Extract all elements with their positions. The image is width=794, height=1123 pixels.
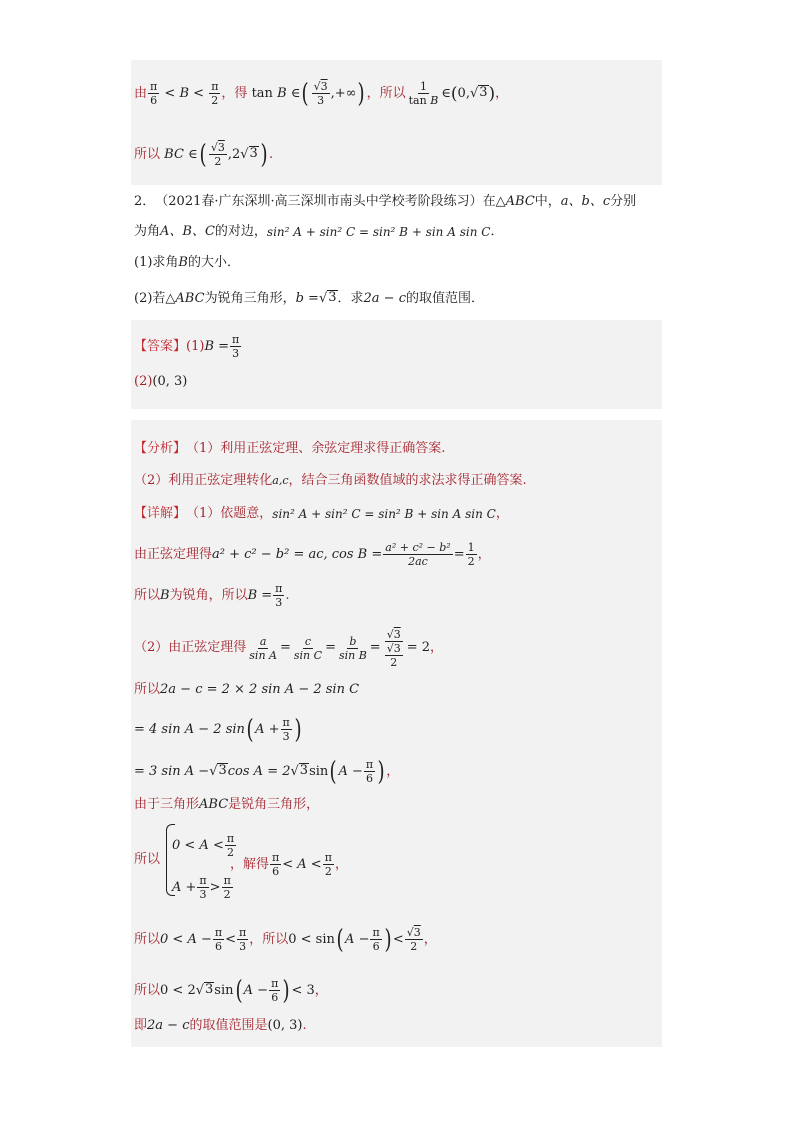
num: π	[365, 758, 374, 771]
rparen: )	[282, 975, 290, 1006]
period: .	[268, 146, 274, 162]
den: 2	[226, 846, 234, 859]
interval: (0, 3)	[152, 374, 188, 389]
d1-eq: sin² A + sin² C = sin² B + sin A sin C	[272, 507, 496, 521]
A-plus: A +	[255, 721, 280, 737]
vars-ABC: A、B、C	[160, 224, 215, 239]
answer-line-2	[134, 373, 187, 391]
den: 6	[365, 772, 373, 785]
rad: √	[469, 85, 479, 101]
var-B: B	[179, 85, 189, 101]
d8-text: 由于三角形	[134, 797, 200, 812]
var-B2: B	[277, 85, 287, 101]
sin: sin	[214, 982, 234, 998]
var-B: B	[178, 255, 188, 270]
num: π	[150, 80, 158, 93]
text-weijiao: 为角	[134, 224, 161, 239]
ineq-sin: 0 < sin	[288, 931, 335, 947]
frac-pi-6	[269, 977, 280, 1004]
den: 2	[214, 155, 222, 168]
gt: >	[209, 879, 221, 895]
A-minus: A −	[345, 931, 370, 947]
question-1	[134, 254, 240, 272]
den: 6	[272, 865, 280, 878]
den: 3	[199, 888, 207, 901]
text-suoyi: 所以	[134, 982, 161, 998]
frac-a-sinA	[247, 635, 279, 662]
detail-line-4: （2）由正弦定理得 $\frac{a}{\text{sin A}}$ = $\frac{c}{\text{sin C}}$ = $\frac{b}{\text{sin B}}$ = $\frac{√3}{\frac{√3}{2}}$ = 2 ，	[134, 627, 444, 669]
den: 2	[467, 555, 475, 568]
lparen: (	[336, 924, 344, 955]
num: π	[275, 582, 283, 595]
den: 3	[275, 596, 283, 609]
sqrt-3: √ 3	[318, 290, 337, 306]
frac-sqrt3-over-sqrt3-2: $\frac{√3}{\frac{√3}{2}}$	[386, 627, 401, 669]
num: π	[226, 832, 235, 845]
frac-pi-2b	[222, 874, 233, 901]
tri-abc: △ABC	[165, 291, 205, 306]
detail-line-9-result	[230, 851, 348, 878]
detail-line-3	[134, 582, 290, 609]
frac-pi-3	[273, 582, 284, 609]
tan: tan	[251, 85, 273, 101]
lparen: (	[199, 139, 207, 170]
text-you: 由	[134, 85, 148, 101]
vars-abc: a、b、c	[560, 194, 611, 209]
tri-abc: △ABC	[495, 194, 535, 209]
expr-2a-c: 2a − c	[363, 291, 406, 306]
rparen2: )	[488, 83, 496, 104]
frac-pi-6b	[370, 926, 381, 953]
rad-3: 3	[217, 141, 225, 154]
frac-pi-6	[270, 851, 281, 878]
frac-pi-6	[148, 80, 159, 107]
ineq-start: 0 < 2	[160, 982, 196, 998]
two: ,2	[227, 146, 241, 162]
rad: √	[240, 146, 249, 162]
detail-line-11	[134, 977, 328, 1004]
q2-qiu: ．求	[337, 291, 364, 306]
q2-acute: 为锐角三角形，	[204, 291, 296, 306]
eq: =	[453, 546, 465, 562]
frac-b-sinB	[337, 635, 369, 662]
text-zhong: 中，	[534, 194, 561, 209]
den: sin C	[293, 648, 323, 662]
zero: 0,	[457, 85, 470, 101]
num: a² + c² − b²	[385, 541, 451, 554]
period: .	[285, 587, 290, 603]
sqrt-3	[240, 146, 259, 164]
rad: 3	[413, 926, 421, 939]
rad: 3	[393, 641, 401, 655]
den: 3	[282, 730, 290, 743]
text-de: ，得	[221, 85, 248, 101]
text-duibian: 的对边，	[214, 224, 267, 239]
den: 6	[372, 940, 380, 953]
num: π	[282, 716, 290, 729]
d1-text: （1）依题意，	[186, 506, 273, 521]
A-plus: A +	[172, 879, 197, 895]
detail-line-2	[134, 541, 491, 568]
sqrt-3	[470, 85, 489, 103]
B-eq: B =	[204, 338, 230, 354]
frac-sqrt3-2: $\frac{√3}{2}$	[406, 926, 421, 953]
ineq-1: 0 < A <	[172, 837, 224, 853]
lparen: (	[329, 756, 337, 787]
frac-cosB	[383, 541, 452, 568]
detail-line-10	[134, 926, 437, 953]
comma: ，	[314, 982, 328, 998]
num: π	[324, 851, 332, 864]
detail-line-9-label	[134, 851, 160, 869]
d2-eq: a² + c² − b² = ac, cos B =	[212, 546, 383, 562]
analysis-line-2	[134, 472, 527, 490]
sqrt-3: √ 3	[209, 762, 227, 779]
den: sin B	[338, 648, 367, 662]
frac-pi-6	[213, 926, 224, 953]
comma: ，	[423, 931, 437, 947]
var-B: B	[160, 587, 170, 603]
lt: <	[164, 85, 176, 101]
d5-eq: 2a − c = 2 × 2 sin A − 2 sin C	[160, 682, 360, 697]
detail-line-12	[134, 1017, 307, 1035]
den: 2	[390, 655, 398, 669]
A-minus: A −	[243, 982, 269, 998]
comma: ，	[495, 506, 509, 521]
text-suoyi: 所以	[134, 931, 161, 947]
num: π	[239, 926, 247, 939]
equation: sin² A + sin² C = sin² B + sin A sin C	[266, 225, 491, 239]
den: 3	[232, 347, 240, 360]
interval: (0, 3)	[267, 1018, 303, 1033]
analysis-text-2a: （2）利用正弦定理转化	[134, 473, 273, 488]
frac-pi-3	[197, 874, 208, 901]
answer-line-1	[134, 333, 242, 360]
plus-inf: ,+∞	[330, 85, 357, 101]
analysis-line-1	[134, 440, 445, 458]
den: 2ac	[408, 555, 428, 568]
detail-line-5	[134, 681, 359, 699]
lparen: (	[246, 714, 254, 745]
comma: ，	[334, 856, 348, 872]
text-fenbie: 分别	[610, 194, 637, 209]
var-B: B	[430, 94, 439, 107]
text-jiede: ，解得	[230, 856, 270, 872]
rad: √	[210, 141, 218, 154]
problem-number: 2．	[134, 194, 156, 209]
lparen2: (	[450, 83, 458, 104]
prev-line-2	[134, 141, 273, 168]
den: 6	[214, 940, 222, 953]
num: a	[259, 634, 267, 648]
num: b	[349, 634, 357, 648]
answer-label: 【答案】	[134, 338, 187, 354]
lt: <	[225, 931, 236, 947]
b-eq: b =	[295, 291, 319, 306]
lparen: (	[235, 975, 243, 1006]
expr-2a-c: 2a − c	[147, 1018, 190, 1033]
problem-source: （2021春·广东深圳·高三深圳市南头中学校考阶段练习）在	[155, 194, 496, 209]
lt2: <	[193, 85, 205, 101]
frac-pi-3	[230, 333, 241, 360]
sqrt-3b: √ 3	[290, 762, 309, 779]
lt-A-lt: < A <	[282, 856, 322, 872]
num: π	[223, 874, 231, 887]
rparen: )	[294, 714, 302, 745]
text-range: 的取值范围是	[189, 1018, 268, 1033]
rparen: )	[384, 924, 392, 955]
d2-text: 由正弦定理得	[134, 546, 213, 562]
part-1: (1)	[186, 338, 205, 354]
tan: tan	[408, 94, 427, 107]
frac-sqrt3-2	[209, 141, 227, 168]
rad-3: 3	[218, 762, 227, 778]
in: ∈	[441, 85, 451, 101]
sin: sin	[309, 763, 329, 779]
rad-3: 3	[205, 981, 214, 997]
eq-2: = 2	[406, 640, 431, 655]
ineq-a: 0 < A −	[160, 931, 212, 947]
system-row-2	[172, 874, 234, 901]
frac-1-tanB	[407, 80, 441, 107]
frac-sqrt3-3	[312, 80, 330, 107]
A-minus: A −	[338, 763, 363, 779]
comma: ，	[430, 640, 444, 655]
sqrt-3: √ 3	[195, 981, 214, 998]
num: π	[232, 333, 240, 346]
system-row-1	[172, 832, 237, 859]
q2-text: (2)若	[134, 291, 166, 306]
B-eq: B =	[247, 587, 273, 603]
lt-3: < 3	[291, 982, 315, 998]
comma: ，	[386, 763, 400, 779]
d4-text: （2）由正弦定理得	[134, 640, 247, 655]
frac-pi-6	[364, 758, 375, 785]
d7-cos: cos A = 2	[227, 763, 291, 779]
rad-3: 3	[479, 84, 488, 100]
num: π	[272, 851, 280, 864]
text-suoyi: 所以	[134, 682, 161, 697]
den: 3	[239, 940, 247, 953]
detail-line-8	[134, 796, 319, 814]
num: 1	[419, 80, 427, 93]
detail-line-7	[134, 758, 399, 785]
den: 2	[211, 94, 219, 107]
in: ∈	[290, 85, 301, 101]
var-BC: BC	[164, 146, 184, 162]
lparen: (	[301, 78, 310, 109]
comma: ，	[477, 546, 491, 562]
frac-pi-3	[237, 926, 248, 953]
d8-tail: 是锐角三角形，	[228, 797, 320, 812]
period: .	[302, 1018, 307, 1033]
analysis-label: 【分析】	[134, 441, 187, 456]
comma: ，	[495, 85, 509, 101]
detail-line-6	[134, 716, 303, 743]
detail-label: 【详解】	[134, 506, 187, 521]
num: π	[199, 874, 207, 887]
frac-c-sinC	[292, 635, 324, 662]
frac-pi-3	[281, 716, 292, 743]
num: 1	[467, 541, 475, 554]
part-2: (2)	[134, 374, 153, 389]
detail-line-1	[134, 505, 509, 523]
frac-1-2	[466, 541, 477, 568]
den: 2	[223, 888, 231, 901]
rad-3: 3	[299, 762, 309, 778]
ABC: ABC	[199, 797, 229, 812]
in: ∈	[188, 146, 198, 162]
period: ．	[490, 224, 504, 239]
rparen: )	[260, 139, 268, 170]
prev-line-1	[134, 80, 508, 107]
frac-pi-2	[209, 80, 220, 107]
text-suoyi: ，所以	[366, 85, 406, 101]
rparen: )	[377, 756, 385, 787]
rad: √	[313, 80, 321, 93]
num: π	[211, 80, 219, 93]
den: 2	[324, 865, 332, 878]
lt2: <	[392, 931, 404, 947]
den: 6	[271, 991, 279, 1004]
den: 3	[317, 94, 325, 107]
d6-eq: = 4 sin A − 2 sin	[134, 721, 245, 737]
q1-text: (1)求角	[134, 255, 179, 270]
q2-tail: 的取值范围．	[406, 291, 485, 306]
rad-3: 3	[249, 145, 258, 161]
text-suoyi2: ，所以	[249, 931, 289, 947]
problem-line-1	[134, 193, 636, 211]
analysis-text-2c: ，结合三角函数值域的求法求得正确答案.	[288, 473, 527, 488]
problem-line-2	[134, 223, 503, 241]
question-2	[134, 290, 484, 308]
text-suoyi: 所以	[134, 146, 161, 162]
text-ji: 即	[134, 1018, 148, 1033]
num: π	[271, 977, 279, 990]
rad-3: 3	[328, 290, 337, 305]
frac-pi-2	[323, 851, 334, 878]
num: c	[304, 634, 312, 648]
den: 2	[410, 940, 418, 953]
analysis-text-1: （1）利用正弦定理、余弦定理求得正确答案.	[186, 441, 446, 456]
num: π	[372, 926, 380, 939]
den: sin A	[249, 648, 277, 662]
vars-ac: a,c	[272, 474, 289, 487]
text-suoyi: 所以	[134, 852, 161, 867]
num: π	[214, 926, 223, 939]
rad-3: 3	[320, 80, 328, 93]
d7-eq: = 3 sin A −	[134, 763, 210, 779]
rparen: )	[357, 78, 366, 109]
text-suoyi: 所以	[134, 587, 161, 603]
rad: 3	[393, 627, 401, 641]
den: 6	[150, 94, 158, 107]
q1-tail: 的大小．	[187, 255, 240, 270]
text-acute: 为锐角，所以	[169, 587, 248, 603]
